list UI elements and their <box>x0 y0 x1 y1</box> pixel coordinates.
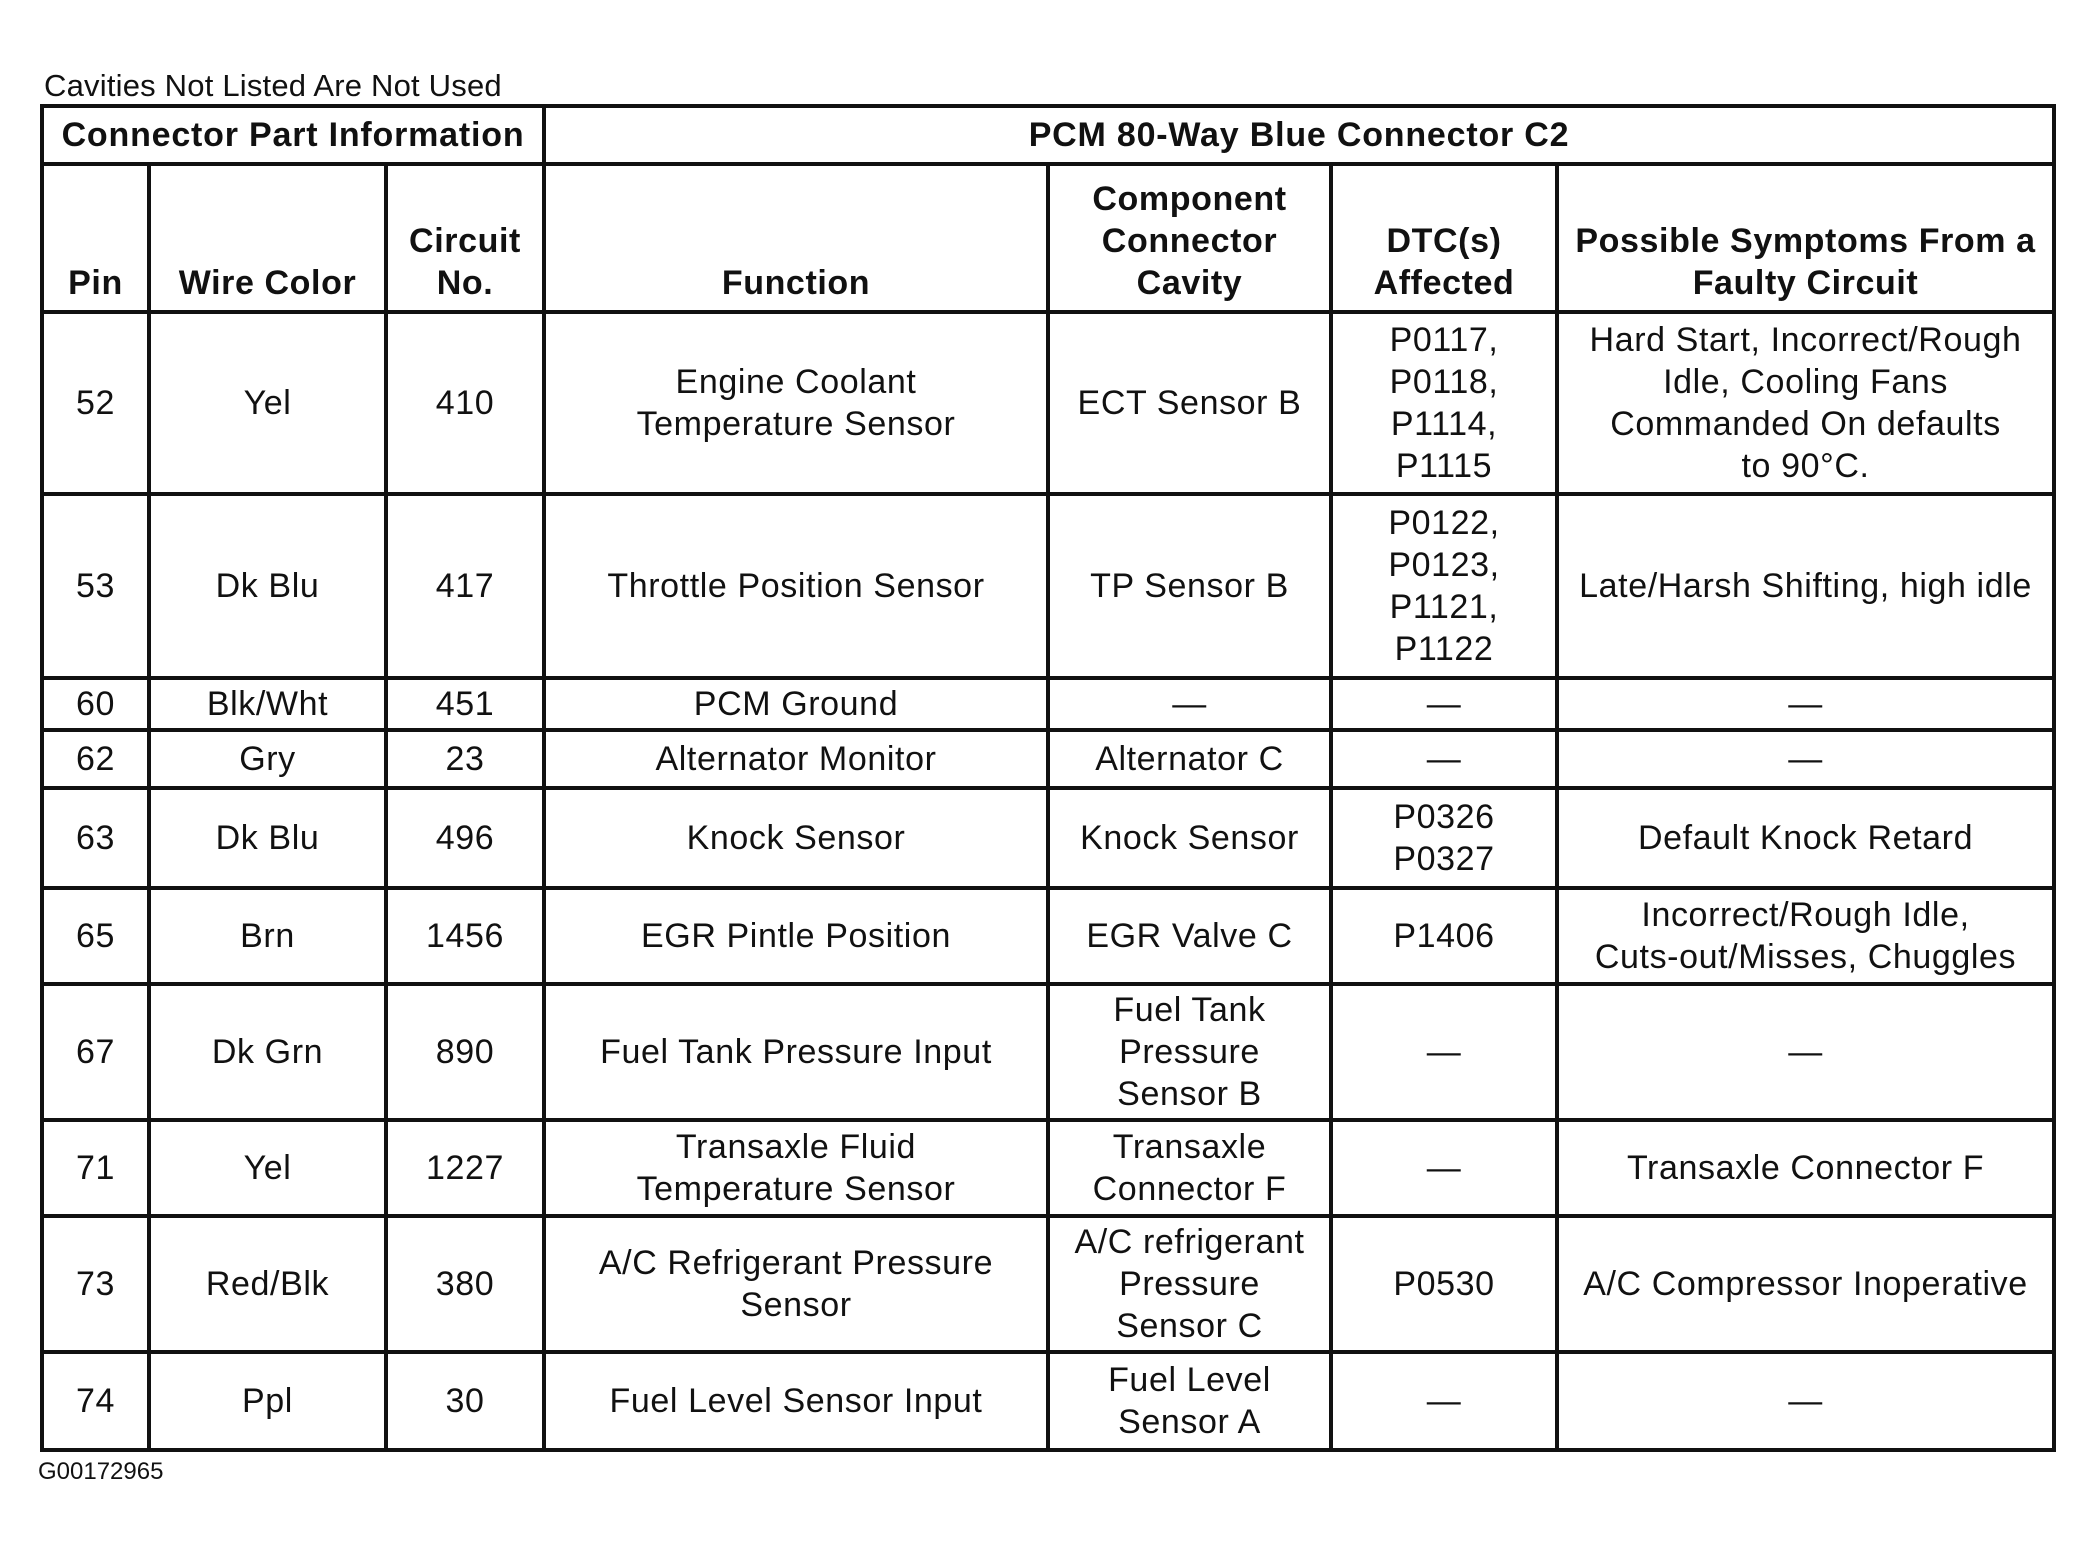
symptoms-cell: Hard Start, Incorrect/Rough Idle, Cooling Fans Commanded On defaults to 90°C. <box>1557 312 2054 494</box>
table-row <box>42 984 2054 1120</box>
wire-color-cell: Brn <box>149 888 386 984</box>
circuit-cell: 417 <box>386 494 544 678</box>
cavities-note: Cavities Not Listed Are Not Used <box>44 68 502 103</box>
function-cell: Transaxle Fluid Temperature Sensor <box>544 1120 1048 1216</box>
symptoms-cell: — <box>1557 730 2054 788</box>
circuit-cell: 380 <box>386 1216 544 1352</box>
function-cell: Fuel Tank Pressure Input <box>544 984 1048 1120</box>
circuit-cell: 890 <box>386 984 544 1120</box>
pin-cell: 71 <box>42 1120 149 1216</box>
table-row <box>42 888 2054 984</box>
circuit-cell: 23 <box>386 730 544 788</box>
dtc-cell: P0122, P0123, P1121, P1122 <box>1331 494 1557 678</box>
pcm-connector-header: PCM 80-Way Blue Connector C2 <box>544 106 2054 164</box>
table-row <box>42 312 2054 494</box>
cavity-cell: Transaxle Connector F <box>1048 1120 1331 1216</box>
function-cell: Fuel Level Sensor Input <box>544 1352 1048 1450</box>
function-cell: EGR Pintle Position <box>544 888 1048 984</box>
dtc-cell: P0530 <box>1331 1216 1557 1352</box>
circuit-cell: 1227 <box>386 1120 544 1216</box>
col-header-function: Function <box>544 164 1048 312</box>
symptoms-cell: — <box>1557 678 2054 730</box>
col-header-dtc: DTC(s) Affected <box>1331 164 1557 312</box>
circuit-cell: 496 <box>386 788 544 888</box>
connector-part-info-header: Connector Part Information <box>42 106 544 164</box>
dtc-cell: — <box>1331 984 1557 1120</box>
circuit-cell: 451 <box>386 678 544 730</box>
group-header-row <box>42 106 2054 164</box>
function-cell: Throttle Position Sensor <box>544 494 1048 678</box>
wire-color-cell: Red/Blk <box>149 1216 386 1352</box>
table-row <box>42 1352 2054 1450</box>
table-row <box>42 678 2054 730</box>
pin-cell: 74 <box>42 1352 149 1450</box>
symptoms-cell: Incorrect/Rough Idle, Cuts-out/Misses, Chuggles <box>1557 888 2054 984</box>
cavity-cell: TP Sensor B <box>1048 494 1331 678</box>
symptoms-cell: Default Knock Retard <box>1557 788 2054 888</box>
wire-color-cell: Yel <box>149 1120 386 1216</box>
table-row <box>42 788 2054 888</box>
cavity-cell: Fuel Level Sensor A <box>1048 1352 1331 1450</box>
cavity-cell: Fuel Tank Pressure Sensor B <box>1048 984 1331 1120</box>
connector-table <box>40 104 2056 1452</box>
wire-color-cell: Gry <box>149 730 386 788</box>
symptoms-cell: Late/Harsh Shifting, high idle <box>1557 494 2054 678</box>
dtc-cell: P1406 <box>1331 888 1557 984</box>
pin-cell: 52 <box>42 312 149 494</box>
cavity-cell: EGR Valve C <box>1048 888 1331 984</box>
column-header-row <box>42 164 2054 312</box>
circuit-cell: 1456 <box>386 888 544 984</box>
wire-color-cell: Ppl <box>149 1352 386 1450</box>
cavity-cell: — <box>1048 678 1331 730</box>
circuit-cell: 30 <box>386 1352 544 1450</box>
function-cell: Engine Coolant Temperature Sensor <box>544 312 1048 494</box>
function-cell: A/C Refrigerant Pressure Sensor <box>544 1216 1048 1352</box>
wire-color-cell: Blk/Wht <box>149 678 386 730</box>
dtc-cell: P0117, P0118, P1114, P1115 <box>1331 312 1557 494</box>
circuit-cell: 410 <box>386 312 544 494</box>
cavity-cell: Alternator C <box>1048 730 1331 788</box>
function-cell: PCM Ground <box>544 678 1048 730</box>
pin-cell: 63 <box>42 788 149 888</box>
figure-id: G00172965 <box>38 1458 164 1485</box>
pin-cell: 65 <box>42 888 149 984</box>
function-cell: Alternator Monitor <box>544 730 1048 788</box>
col-header-cavity: Component Connector Cavity <box>1048 164 1331 312</box>
pin-cell: 62 <box>42 730 149 788</box>
symptoms-cell: A/C Compressor Inoperative <box>1557 1216 2054 1352</box>
symptoms-cell: — <box>1557 984 2054 1120</box>
col-header-circuit: Circuit No. <box>386 164 544 312</box>
pin-cell: 53 <box>42 494 149 678</box>
cavity-cell: A/C refrigerant Pressure Sensor C <box>1048 1216 1331 1352</box>
wire-color-cell: Dk Grn <box>149 984 386 1120</box>
col-header-pin: Pin <box>42 164 149 312</box>
dtc-cell: — <box>1331 678 1557 730</box>
cavity-cell: Knock Sensor <box>1048 788 1331 888</box>
cavity-cell: ECT Sensor B <box>1048 312 1331 494</box>
dtc-cell: — <box>1331 1120 1557 1216</box>
table-row <box>42 1120 2054 1216</box>
table-row <box>42 494 2054 678</box>
table-row <box>42 1216 2054 1352</box>
pin-cell: 73 <box>42 1216 149 1352</box>
wire-color-cell: Dk Blu <box>149 788 386 888</box>
wire-color-cell: Yel <box>149 312 386 494</box>
col-header-symptoms: Possible Symptoms From a Faulty Circuit <box>1557 164 2054 312</box>
symptoms-cell: Transaxle Connector F <box>1557 1120 2054 1216</box>
function-cell: Knock Sensor <box>544 788 1048 888</box>
pin-cell: 60 <box>42 678 149 730</box>
symptoms-cell: — <box>1557 1352 2054 1450</box>
dtc-cell: — <box>1331 1352 1557 1450</box>
dtc-cell: — <box>1331 730 1557 788</box>
wire-color-cell: Dk Blu <box>149 494 386 678</box>
dtc-cell: P0326 P0327 <box>1331 788 1557 888</box>
pin-cell: 67 <box>42 984 149 1120</box>
table-row <box>42 730 2054 788</box>
col-header-wire-color: Wire Color <box>149 164 386 312</box>
